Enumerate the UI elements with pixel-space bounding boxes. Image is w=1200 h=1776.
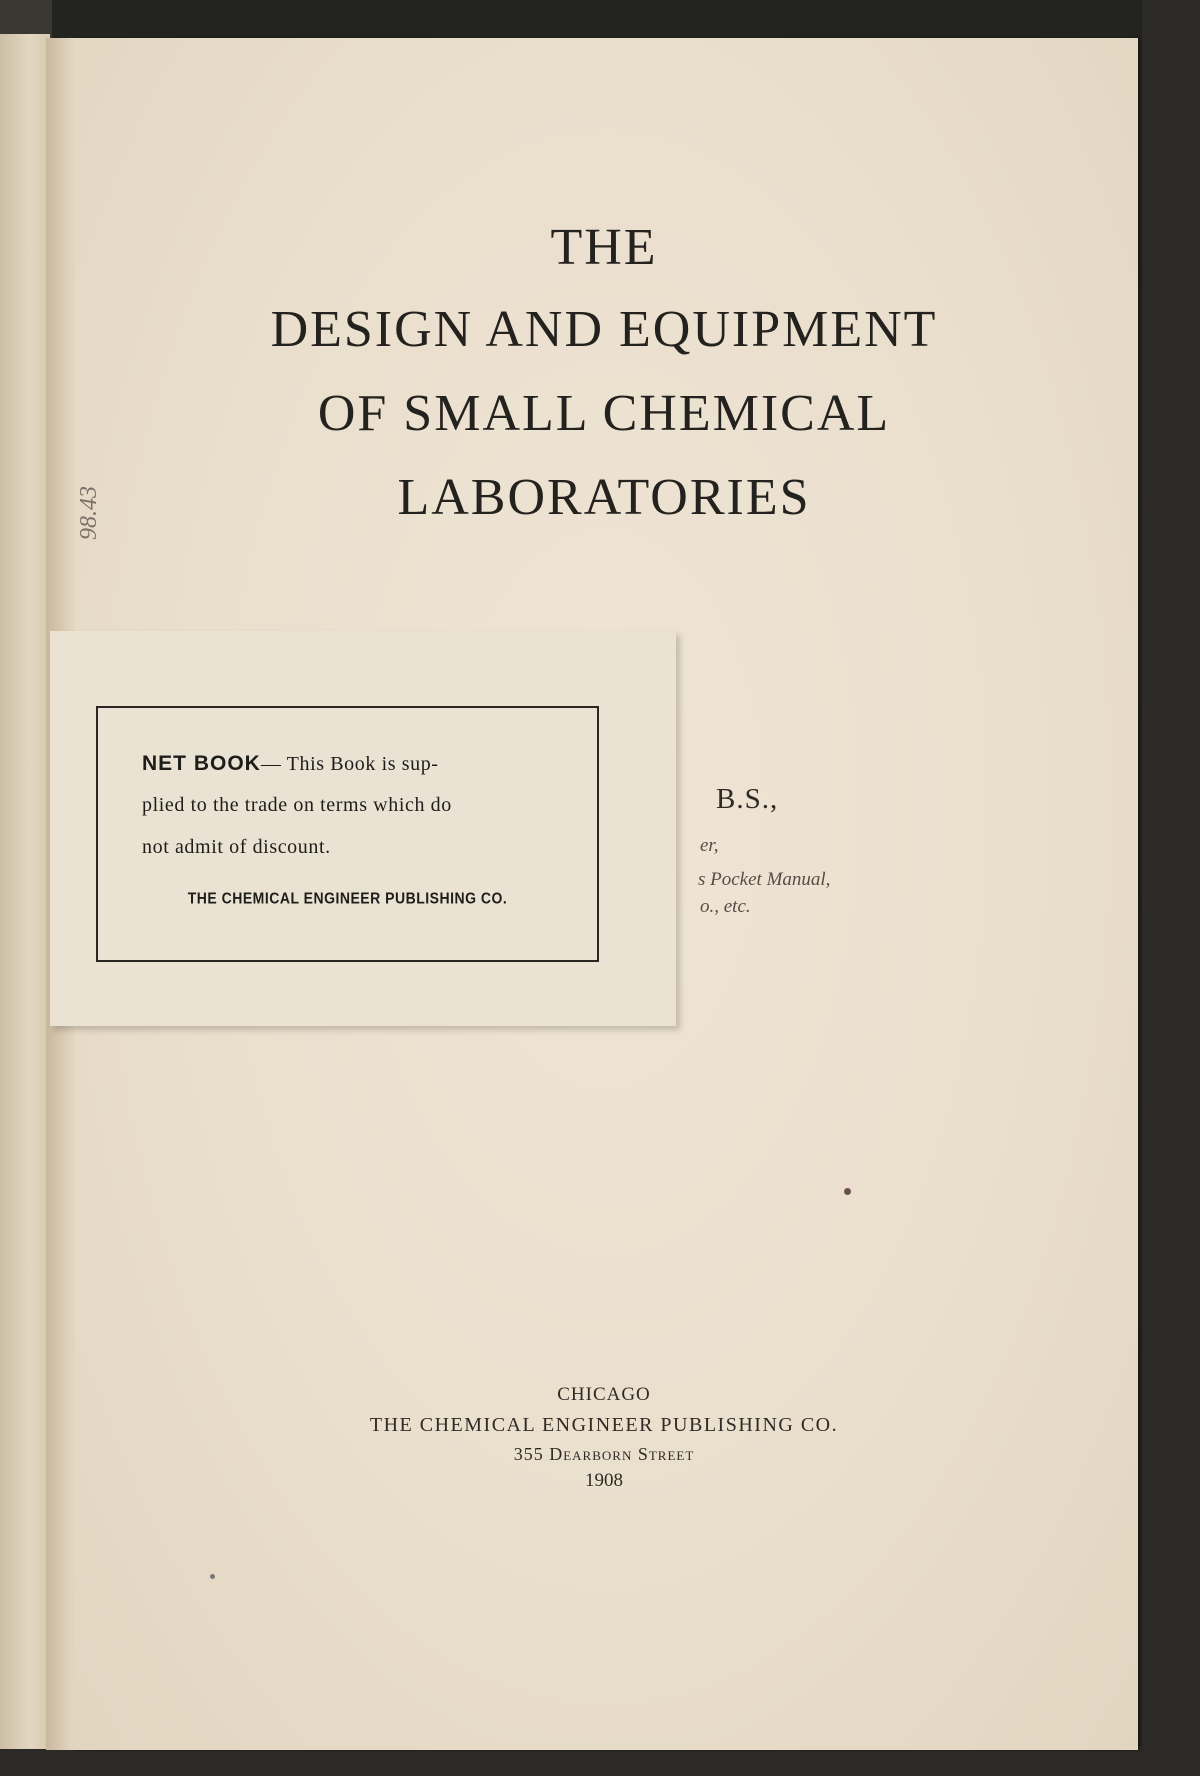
imprint-publisher: THE CHEMICAL ENGINEER PUBLISHING CO. [369, 1414, 839, 1436]
ink-spot [844, 1188, 851, 1195]
author-credit-line-2: s Pocket Manual, [698, 869, 831, 890]
net-book-label [50, 631, 676, 1026]
label-publisher: THE CHEMICAL ENGINEER PUBLISHING CO. [187, 888, 508, 908]
author-credit-line-1: er, [700, 835, 719, 856]
pencil-shelf-mark: 98.43 [76, 486, 102, 540]
imprint-year: 1908 [585, 1470, 623, 1491]
book-cover-bottom [0, 1746, 1200, 1776]
title-line-1: THE [550, 219, 658, 276]
author-degree: B.S., [716, 783, 779, 815]
imprint-address: 355 Dearborn Street [513, 1444, 695, 1464]
label-line-2: plied to the trade on terms which do [142, 794, 452, 816]
label-line-3: not admit of discount. [142, 836, 331, 858]
title-line-4: LABORATORIES [397, 469, 811, 526]
title-line-2: DESIGN AND EQUIPMENT [270, 301, 938, 358]
net-book-label-border [96, 706, 599, 962]
net-book-heading: NET BOOK [142, 752, 261, 775]
ink-spot [210, 1574, 215, 1579]
title-line-3: OF SMALL CHEMICAL [317, 385, 891, 442]
label-line-1: — This Book is sup- [260, 753, 439, 775]
author-credit-line-3: o., etc. [700, 896, 751, 917]
imprint-city: CHICAGO [557, 1384, 651, 1405]
title-page [74, 38, 1138, 1750]
